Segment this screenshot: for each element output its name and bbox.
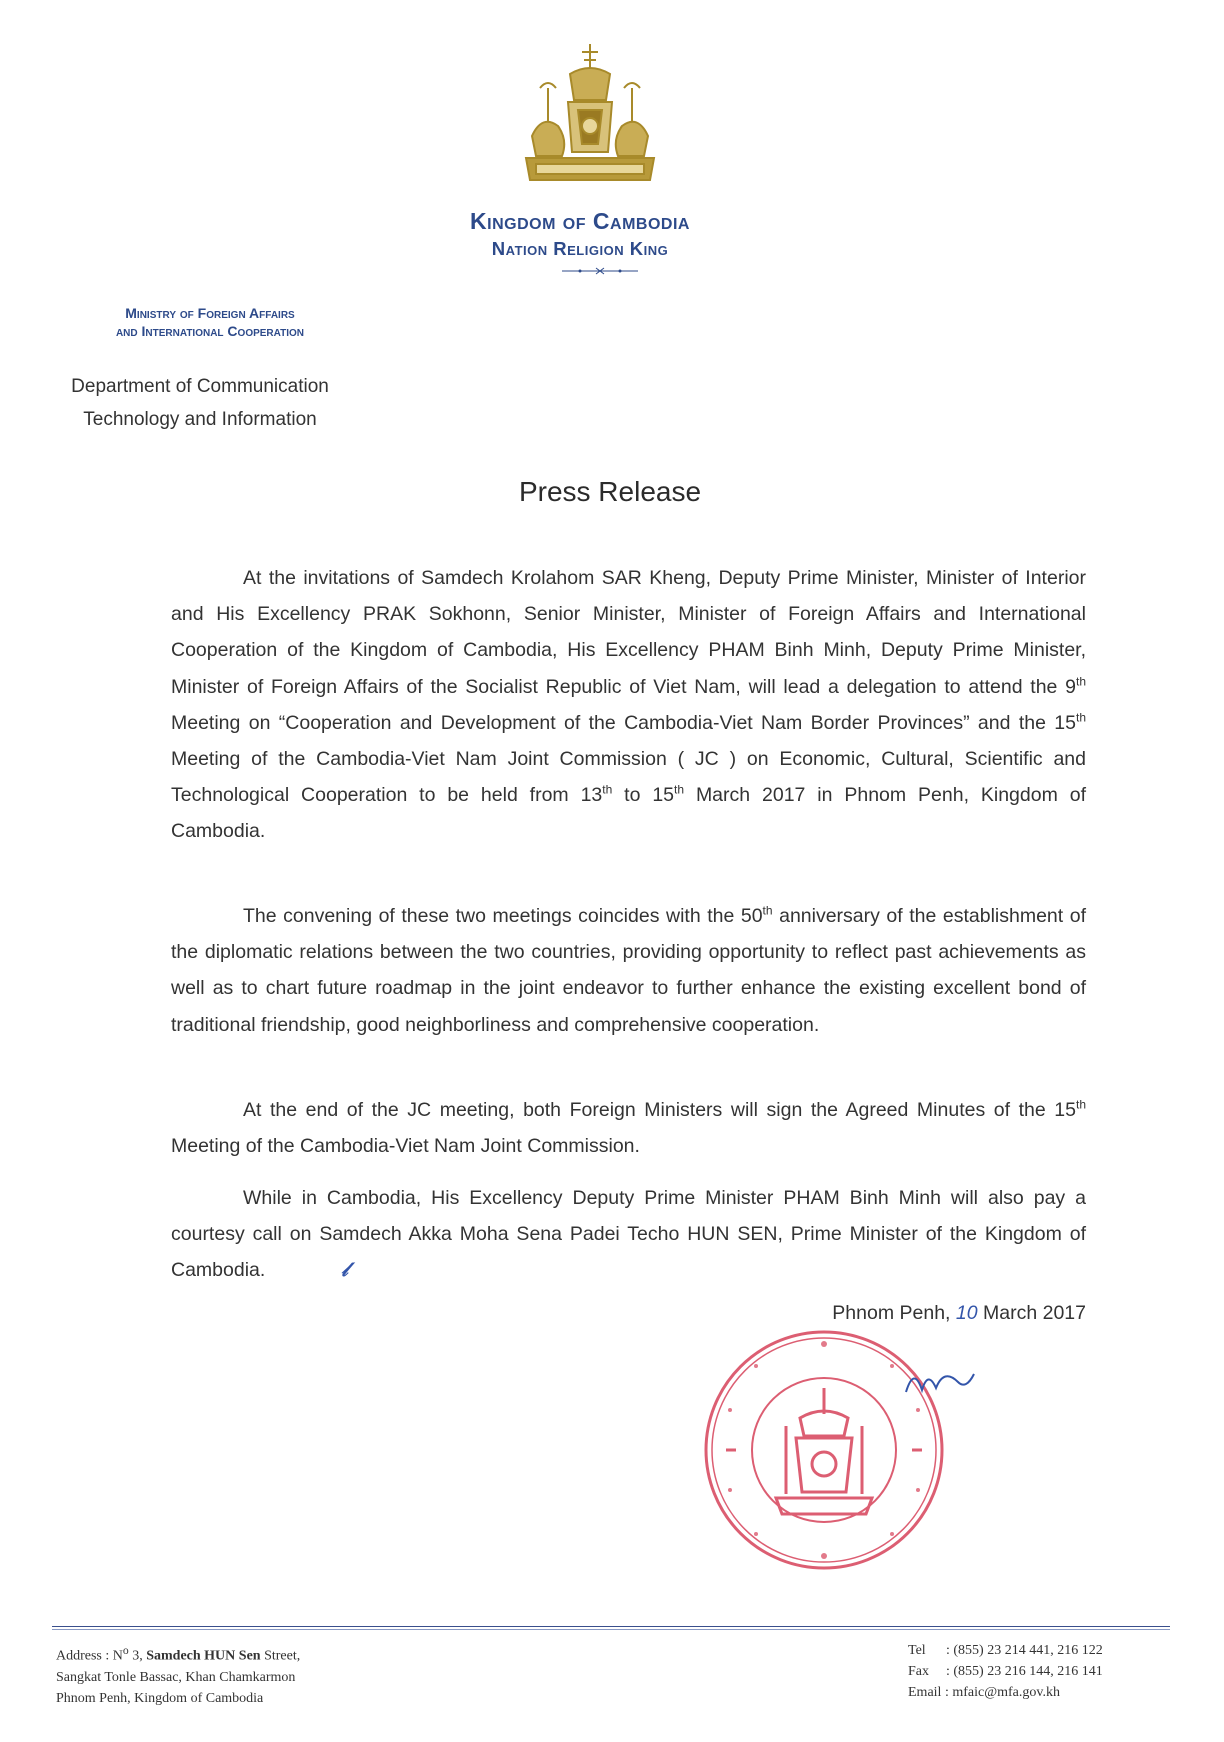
paragraph-2-text-b: anniversary of the establishment of the diplomatic relations between the two countries, providing opportunity to reflect past achievements as well as to chart future roadmap in the joint endeavor to further enhance the existing excellent bond of traditional friendship, good neighborliness and comprehensive cooperation. <box>171 905 1086 1036</box>
superscript: th <box>1075 710 1086 725</box>
footer-divider-thin <box>52 1629 1170 1630</box>
address-line-2: Sangkat Tonle Bassac, Khan Chamkarmon <box>56 1669 296 1685</box>
address-street-suffix: Street, <box>260 1648 301 1664</box>
address-street-name: Samdech HUN Sen <box>146 1648 261 1664</box>
address-number: 3, <box>128 1648 147 1664</box>
dateline-month-year: March 2017 <box>977 1302 1086 1324</box>
department-line-1: Department of Communication <box>71 376 329 397</box>
fax-label: Fax <box>908 1664 929 1679</box>
superscript: th <box>1075 1097 1086 1112</box>
ministry-line-2: and International Cooperation <box>115 323 305 339</box>
paragraph-3-text-b: Meeting of the Cambodia-Viet Nam Joint Commission. <box>171 1135 640 1158</box>
national-motto: Nation Religion King <box>491 238 669 259</box>
ministry-name <box>20 304 400 340</box>
paragraph-4-text: While in Cambodia, His Excellency Deputy Prime Minister PHAM Binh Minh will also pay a courtesy call on Samdech Akka Moha Sena Padei Techo HUN SEN, Prime Minister of the Kingdom of Cambodia. <box>171 1187 1086 1282</box>
superscript: th <box>762 903 773 918</box>
ministry-line-1: Ministry of Foreign Affairs <box>125 305 295 321</box>
paragraph-3 <box>171 1092 1086 1164</box>
paragraph-1-text-c: Meeting of the Cambodia-Viet Nam Joint Commission ( JC ) on Economic, Cultural, Scientific and Technological Cooperation to be held from 13 <box>171 748 1086 807</box>
royal-emblem-icon <box>518 40 662 192</box>
paragraph-1-text-b: Meeting on “Cooperation and Development of the Cambodia-Viet Nam Border Provinces” and the 15 <box>171 711 1076 734</box>
paragraph-1-text-a: At the invitations of Samdech Krolahom SAR Kheng, Deputy Prime Minister, Minister of Interior and His Excellency PRAK Sokhonn, Senior Minister, Minister of Foreign Affairs and International Cooperation of the Kingdom of Cambodia, His Excellency PHAM Binh Minh, Deputy Prime Minister, Minister of Foreign Affairs of the Socialist Republic of Viet Nam, will lead a delegation to attend the 9 <box>171 567 1086 698</box>
contact-tel <box>908 1640 1188 1661</box>
department-name <box>40 370 360 436</box>
paragraph-1 <box>171 560 1086 850</box>
dateline-day: 10 <box>955 1302 978 1324</box>
paragraph-2 <box>171 898 1086 1043</box>
address-line-3: Phnom Penh, Kingdom of Cambodia <box>56 1690 264 1706</box>
paragraph-1-text-e: March 2017 in Phnom Penh, Kingdom of Cambodia. <box>171 784 1086 843</box>
ornamental-divider-icon <box>560 267 640 275</box>
superscript: th <box>674 782 685 797</box>
footer-address <box>56 1640 556 1709</box>
contact-email <box>908 1682 1188 1703</box>
document-title: Press Release <box>518 476 702 507</box>
footer-contact <box>908 1640 1188 1703</box>
paragraph-3-text-a: At the end of the JC meeting, both Foreign Ministers will sign the Agreed Minutes of the 15 <box>243 1099 1076 1121</box>
fax-value: : (855) 23 216 144, 216 141 <box>946 1664 1103 1679</box>
contact-fax <box>908 1661 1188 1682</box>
superscript: th <box>602 782 613 797</box>
address-label: Address : N <box>56 1648 123 1664</box>
email-label: Email <box>908 1685 942 1700</box>
initial-mark-icon: 𝓁 <box>341 1259 348 1282</box>
signature-icon <box>900 1360 980 1400</box>
address-line-1 <box>56 1640 556 1667</box>
superscript: th <box>1075 674 1086 689</box>
dateline-place: Phnom Penh, <box>832 1302 956 1324</box>
footer-divider <box>52 1626 1170 1627</box>
tel-label: Tel <box>908 1643 926 1658</box>
paragraph-2-text-a: The convening of these two meetings coincides with the 50 <box>243 905 763 927</box>
email-value[interactable]: : mfaic@mfa.gov.kh <box>941 1685 1060 1700</box>
paragraph-4 <box>171 1180 1086 1289</box>
tel-value: : (855) 23 214 441, 216 122 <box>946 1643 1103 1658</box>
department-line-2: Technology and Information <box>83 409 317 430</box>
kingdom-heading: Kingdom of Cambodia <box>470 208 690 234</box>
superscript: o <box>122 1644 129 1657</box>
paragraph-1-text-d: to 15 <box>612 784 675 807</box>
